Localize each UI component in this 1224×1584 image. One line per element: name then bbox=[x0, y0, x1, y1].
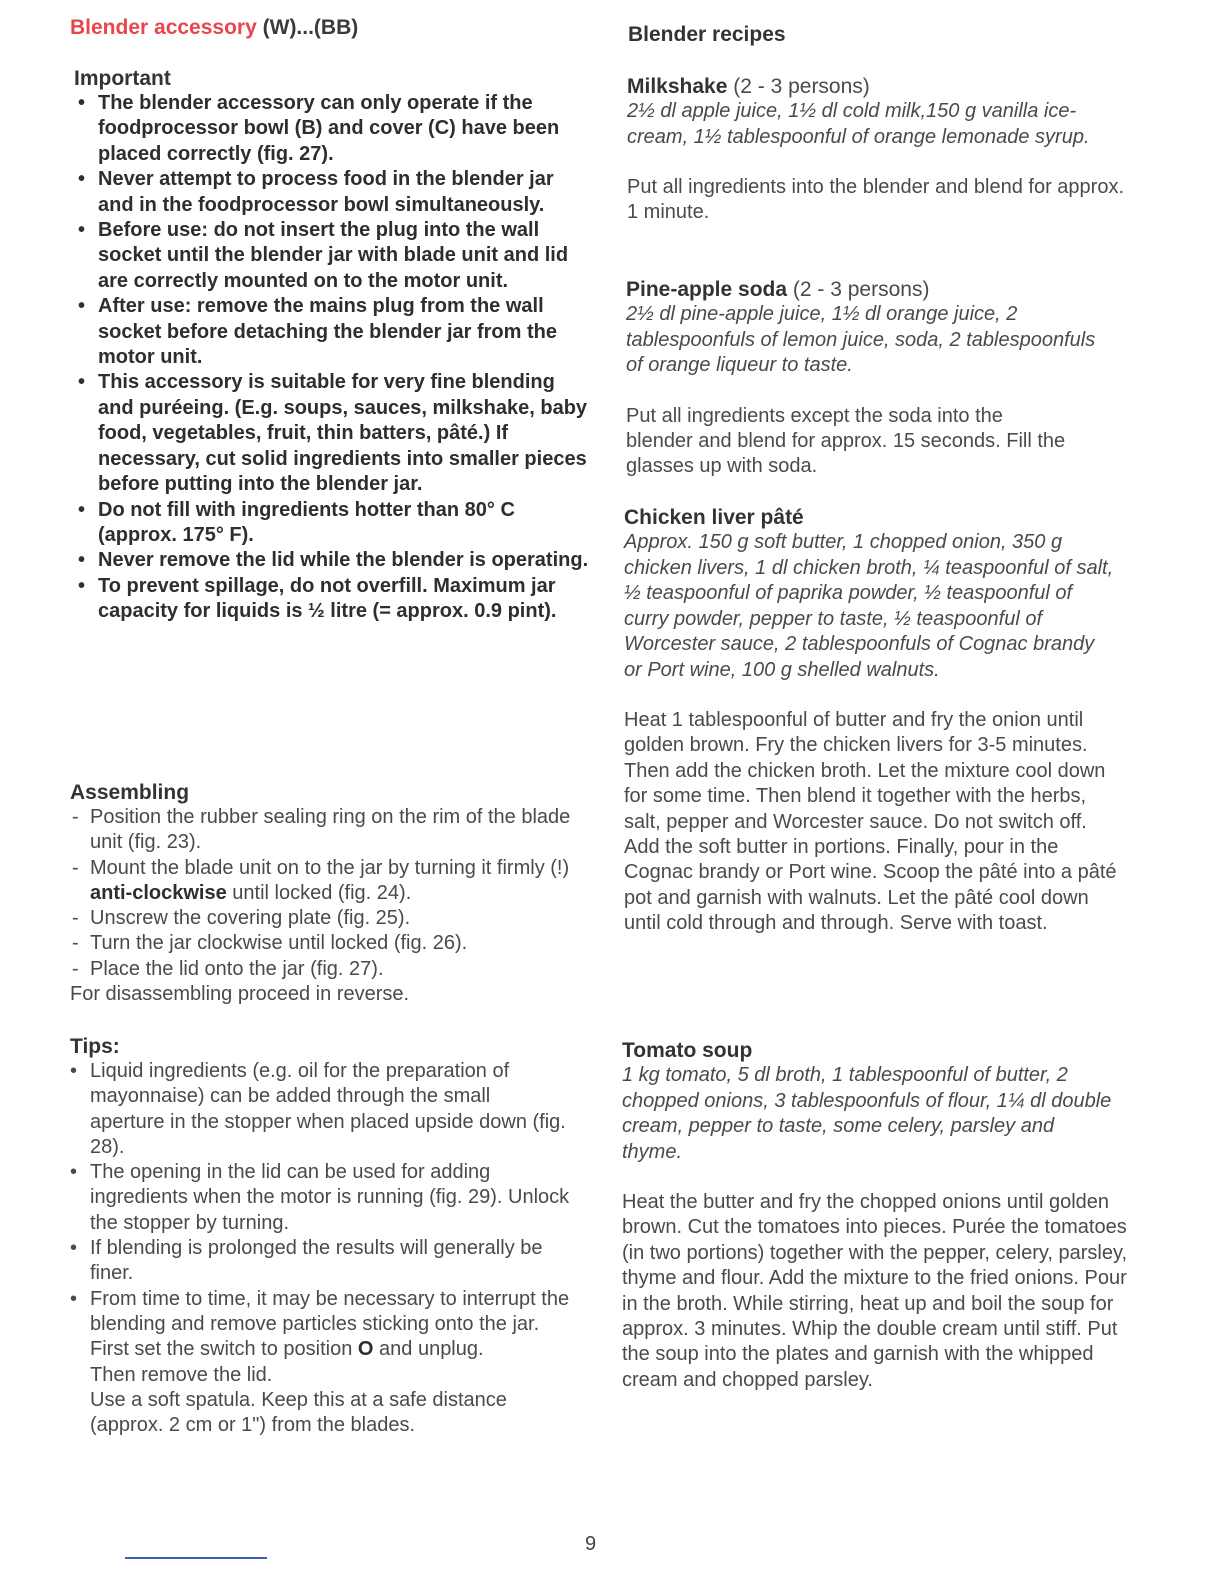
recipe-title bbox=[627, 74, 1137, 99]
recipes-heading: Blender recipes bbox=[628, 23, 786, 46]
list-item: • Never attempt to process food in the blender jar and in the foodprocessor bowl simultaneously. bbox=[74, 167, 589, 218]
list-item bbox=[66, 1287, 570, 1439]
recipe-ingredients: 1 kg tomato, 5 dl broth, 1 tablespoonful of butter, 2 chopped onions, 3 tablespoonfuls of flour, 1¼ dl double cream, pepper to taste, some celery, parsley and thyme. bbox=[622, 1064, 1112, 1163]
list-item: • The opening in the lid can be used for adding ingredients when the motor is running (fig. 29). Unlock the stopper by turning. bbox=[66, 1160, 570, 1236]
page-number: 9 bbox=[585, 1533, 597, 1555]
list-item-text: until locked (fig. 24). bbox=[232, 881, 412, 904]
list-item: • Liquid ingredients (e.g. oil for the preparation of mayonnaise) can be added through the small aperture in the stopper when placed upside down (fig. 28). bbox=[66, 1059, 570, 1160]
list-item: • This accessory is suitable for very fine blending and puréeing. (E.g. soups, sauces, milkshake, baby food, vegetables, fruit, thin batters, pâté.) If necessary, cut solid ingredients into smaller pieces before putting into the blender jar. bbox=[74, 370, 589, 497]
list-item: • The blender accessory can only operate if the foodprocessor bowl (B) and cover (C) have been placed correctly (fig. 27). bbox=[74, 91, 589, 167]
important-section bbox=[74, 66, 589, 625]
list-item: - Unscrew the covering plate (fig. 25). bbox=[70, 906, 585, 931]
list-item-emphasis: anti-clockwise bbox=[90, 881, 227, 904]
recipe-ingredients: Approx. 150 g soft butter, 1 chopped onion, 350 g chicken livers, 1 dl chicken broth, ¼ teaspoonful of salt, ½ teaspoonful of paprika powder, ½ teaspoonful of curry powder, pepper to taste, ½ teaspoonful of Worcester sauce, 2 tablespoonfuls of Cognac brandy or Port wine, 100 g shelled walnuts. bbox=[624, 531, 1114, 681]
tip-unplug-text: and unplug. bbox=[379, 1338, 484, 1361]
list-item: • To prevent spillage, do not overfill. Maximum jar capacity for liquids is ½ litre (= approx. 0.9 pint). bbox=[74, 574, 589, 625]
recipe-name: Chicken liver pâté bbox=[624, 506, 804, 529]
recipe-ingredients: 2½ dl apple juice, 1½ dl cold milk,150 g vanilla ice-cream, 1½ tablespoonful of orange lemonade syrup. bbox=[627, 100, 1090, 148]
recipe-tomato-soup bbox=[622, 1038, 1132, 1393]
important-heading: Important bbox=[74, 67, 171, 90]
footer-rule bbox=[125, 1557, 267, 1559]
list-item-text: Then remove the lid. bbox=[90, 1363, 273, 1386]
list-item: • If blending is prolonged the results will generally be finer. bbox=[66, 1236, 570, 1287]
recipe-chicken-liver-pate bbox=[624, 505, 1124, 937]
tips-heading: Tips: bbox=[70, 1035, 120, 1058]
list-item: • Do not fill with ingredients hotter than 80° C (approx. 175° F). bbox=[74, 498, 589, 549]
section-title-accessory: Blender accessory bbox=[70, 16, 257, 39]
recipe-method: Put all ingredients into the blender and blend for approx. 1 minute. bbox=[627, 176, 1125, 224]
recipe-name: Milkshake bbox=[627, 75, 728, 98]
recipe-serves: (2 - 3 persons) bbox=[733, 75, 870, 98]
recipe-name: Tomato soup bbox=[622, 1039, 753, 1062]
list-item: - Turn the jar clockwise until locked (fig. 26). bbox=[70, 931, 585, 956]
recipe-milkshake bbox=[627, 74, 1137, 226]
section-title-models: (W)...(BB) bbox=[262, 16, 359, 39]
list-item: • After use: remove the mains plug from the wall socket before detaching the blender jar from the motor unit. bbox=[74, 294, 589, 370]
list-item-text: Use a soft spatula. Keep this at a safe distance (approx. 2 cm or 1") from the blades. bbox=[90, 1388, 507, 1437]
recipe-method: Put all ingredients except the soda into the blender and blend for approx. 15 seconds. Fill the glasses up with soda. bbox=[626, 404, 1066, 478]
list-item: • Never remove the lid while the blender is operating. bbox=[74, 548, 589, 573]
section-title bbox=[70, 16, 358, 40]
list-item bbox=[70, 856, 585, 907]
recipe-title bbox=[626, 277, 1106, 302]
switch-position-o: O bbox=[357, 1338, 374, 1361]
assembling-section bbox=[70, 780, 585, 1007]
tips-list bbox=[66, 1059, 570, 1438]
assembling-footer: For disassembling proceed in reverse. bbox=[70, 983, 410, 1006]
important-list bbox=[74, 91, 589, 625]
tips-section bbox=[70, 1034, 570, 1438]
assembling-heading: Assembling bbox=[70, 781, 190, 804]
recipe-pineapple-soda bbox=[626, 277, 1106, 480]
list-item: - Position the rubber sealing ring on the rim of the blade unit (fig. 23). bbox=[70, 805, 585, 856]
recipe-serves: (2 - 3 persons) bbox=[792, 278, 930, 301]
recipe-ingredients: 2½ dl pine-apple juice, 1½ dl orange juice, 2 tablespoonfuls of lemon juice, soda, 2 tablespoonfuls of orange liqueur to taste. bbox=[626, 303, 1096, 376]
list-item: • Before use: do not insert the plug into the wall socket until the blender jar with blade unit and lid are correctly mounted on to the motor unit. bbox=[74, 218, 589, 294]
recipe-method: Heat 1 tablespoonful of butter and fry the onion until golden brown. Fry the chicken livers for 3-5 minutes. Then add the chicken broth. Let the mixture cool down for some time. Then blend it together with the herbs, salt, pepper and Worcester sauce. Do not switch off. Add the soft butter in portions. Finally, pour in the Cognac brandy or Port wine. Scoop the pâté into a pâté pot and garnish with walnuts. Let the pâté cool down until cold through and through. Serve with toast. bbox=[624, 709, 1117, 935]
recipe-method: Heat the butter and fry the chopped onions until golden brown. Cut the tomatoes into pieces. Purée the tomatoes (in two portions) together with the pepper, celery, parsley, thyme and flour. Add the mixture to the fried onions. Pour in the broth. While stirring, heat up and boil the soup for approx. 3 minutes. Whip the double cream until stiff. Put the soup into the plates and garnish with the whipped cream and chopped parsley. bbox=[622, 1191, 1128, 1391]
list-item-text: • From time to time, it may be necessary to interrupt the blending and remove particles sticking onto the jar. bbox=[90, 1287, 570, 1335]
list-item-text: Mount the blade unit on to the jar by turning it firmly (!) bbox=[90, 856, 570, 879]
list-item-text bbox=[90, 1337, 570, 1362]
recipe-name: Pine-apple soda bbox=[626, 278, 788, 301]
tip-switch-text: First set the switch to position bbox=[90, 1338, 353, 1361]
list-item: - Place the lid onto the jar (fig. 27). bbox=[70, 957, 585, 982]
assembling-list bbox=[70, 805, 585, 982]
